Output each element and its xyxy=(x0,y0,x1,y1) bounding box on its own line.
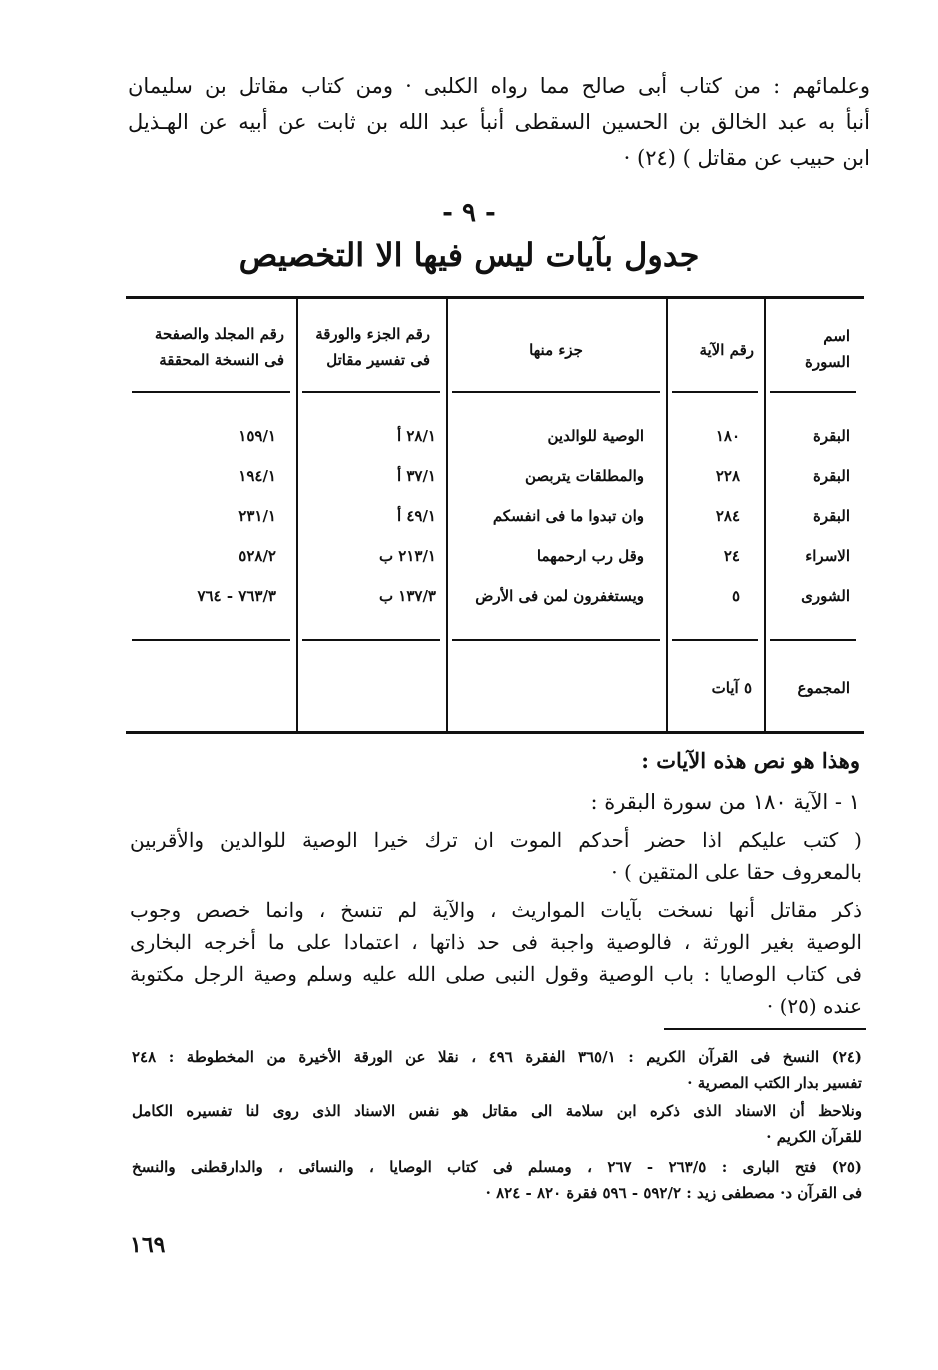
header-surah: اسم السورة xyxy=(805,327,850,371)
text-heading: وهذا هو نص هذه الآيات : xyxy=(641,748,860,773)
commentary-line: عنده (٢٥) · xyxy=(766,994,862,1018)
footnote-line: تفسير بدار الكتب المصرية · xyxy=(687,1074,862,1092)
cell-part: والمطلقات يتربصن xyxy=(524,467,644,485)
cell-volume: ١٩٤/١ xyxy=(238,467,276,485)
header-ayah: رقم الآية xyxy=(699,341,754,359)
cell-part: الوصية للوالدين xyxy=(547,427,644,445)
quote-line: بالمعروف حقا على المتقين ) · xyxy=(611,860,862,884)
cell-juz: ٤٩/١ أ xyxy=(396,507,436,525)
cell-volume: ١٥٩/١ xyxy=(238,427,276,445)
footnote-line: (٢٥) فتح البارى : ٢٦٣/٥ - ٢٦٧ ، ومسلم فى كتاب الوصايا ، والنسائى ، والدارقطنى والنسخ xyxy=(132,1158,863,1176)
cell-ayah: ٢٢٨ xyxy=(715,467,740,485)
cell-ayah: ٢٨٤ xyxy=(715,507,740,525)
header-part: جزء منها xyxy=(529,341,583,359)
cell-ayah: ١٨٠ xyxy=(715,427,740,445)
total-label: المجموع xyxy=(797,679,850,697)
intro-line: أنبأ به عبد الخالق بن الحسين السقطى أنبأ عبد الله بن ثابت عن أبيه عن الهـذيل xyxy=(128,110,870,134)
footnote-25 xyxy=(132,1154,862,1206)
footnote-line: للقرآن الكريم · xyxy=(766,1128,862,1146)
intro-line: وعلمائهم : من كتاب أبى صالح مما رواه الكلبى · ومن كتاب مقاتل بن سليمان xyxy=(128,74,870,98)
cell-part: وقل رب ارحمهما xyxy=(536,547,644,565)
body-rule xyxy=(770,639,856,641)
cell-ayah: ٥ xyxy=(731,587,740,605)
header-rule xyxy=(452,391,660,393)
intro-line: ابن حبيب عن مقاتل ) (٢٤) · xyxy=(623,146,870,170)
commentary-line: ذكر مقاتل أنها نسخت بآيات المواريث ، والآية لم تنسخ ، وانما خصص وجوب xyxy=(130,898,862,922)
commentary-line: فى كتاب الوصايا : باب الوصية وقول النبى صلى الله عليه وسلم وصية الرجل مكتوبة xyxy=(130,962,862,986)
section-title: جدول بآيات ليس فيها الا التخصيص xyxy=(238,236,700,274)
cell-juz: ٢٨/١ أ xyxy=(396,427,436,445)
header-rule xyxy=(770,391,856,393)
cell-surah: البقرة xyxy=(813,467,850,485)
body-rule xyxy=(452,639,660,641)
footnote-note xyxy=(132,1098,862,1150)
cell-part: ويستغفرون لمن فى الأرض xyxy=(475,587,644,605)
cell-surah: الشورى xyxy=(801,587,850,605)
cell-volume: ٢٣١/١ xyxy=(238,507,276,525)
header-juz: رقم الجزء والورقة فى تفسير مقاتل xyxy=(315,325,430,369)
header-rule xyxy=(132,391,290,393)
footnote-line: (٢٤) النسخ فى القرآن الكريم : ٣٦٥/١ الفقرة ٤٩٦ ، نقلا عن الورقة الأخيرة من المخطوطة : ٢٤٨ xyxy=(132,1048,862,1066)
footnote-24 xyxy=(132,1044,862,1096)
cell-juz: ٣٧/١ أ xyxy=(396,467,436,485)
commentary-paragraph xyxy=(130,894,862,1022)
commentary-line: الوصية بغير الورثة ، فالوصية واجبة فى حد ذاتها ، اعتمادا على ما أخرجه البخارى xyxy=(130,930,862,954)
cell-surah: الاسراء xyxy=(805,547,850,565)
body-rule xyxy=(672,639,758,641)
column-divider xyxy=(296,299,298,731)
header-volume: رقم المجلد والصفحة فى النسخة المحققة xyxy=(154,325,284,369)
cell-surah: البقرة xyxy=(813,427,850,445)
column-divider xyxy=(666,299,668,731)
body-rule xyxy=(132,639,290,641)
cell-juz: ٢١٣/١ ب xyxy=(378,547,436,565)
verses-table xyxy=(126,296,864,734)
quran-quote xyxy=(130,824,862,888)
page-number: ١٦٩ xyxy=(130,1232,166,1258)
footnote-divider xyxy=(664,1028,866,1030)
cell-volume: ٥٢٨/٢ xyxy=(238,547,276,565)
quote-line: ( كتب عليكم اذا حضر أحدكم الموت ان ترك خيرا الوصية للوالدين والأقربين xyxy=(130,828,862,852)
column-divider xyxy=(446,299,448,731)
cell-juz: ١٣٧/٣ ب xyxy=(378,587,436,605)
footnote-line: فى القرآن د· مصطفى زيد : ٥٩٢/٢ - ٥٩٦ فقرة ٨٢٠ - ٨٢٤ · xyxy=(485,1184,862,1202)
cell-surah: البقرة xyxy=(813,507,850,525)
intro-paragraph xyxy=(128,68,870,176)
cell-part: وان تبدوا ما فى انفسكم xyxy=(492,507,644,525)
column-divider xyxy=(764,299,766,731)
total-value: ٥ آيات xyxy=(711,679,752,697)
footnote-line: ونلاحظ أن الاسناد الذى ذكره ابن سلامة الى مقاتل هو نفس الاسناد الذى روى لنا تفسيره الكامل xyxy=(132,1102,862,1120)
section-number: - ٩ - xyxy=(442,198,496,228)
header-rule xyxy=(302,391,440,393)
cell-ayah: ٢٤ xyxy=(723,547,740,565)
cell-volume: ٧٦٣/٣ - ٧٦٤ xyxy=(197,587,276,605)
header-rule xyxy=(672,391,758,393)
body-rule xyxy=(302,639,440,641)
ayah-heading: ١ - الآية ١٨٠ من سورة البقرة : xyxy=(590,790,860,814)
